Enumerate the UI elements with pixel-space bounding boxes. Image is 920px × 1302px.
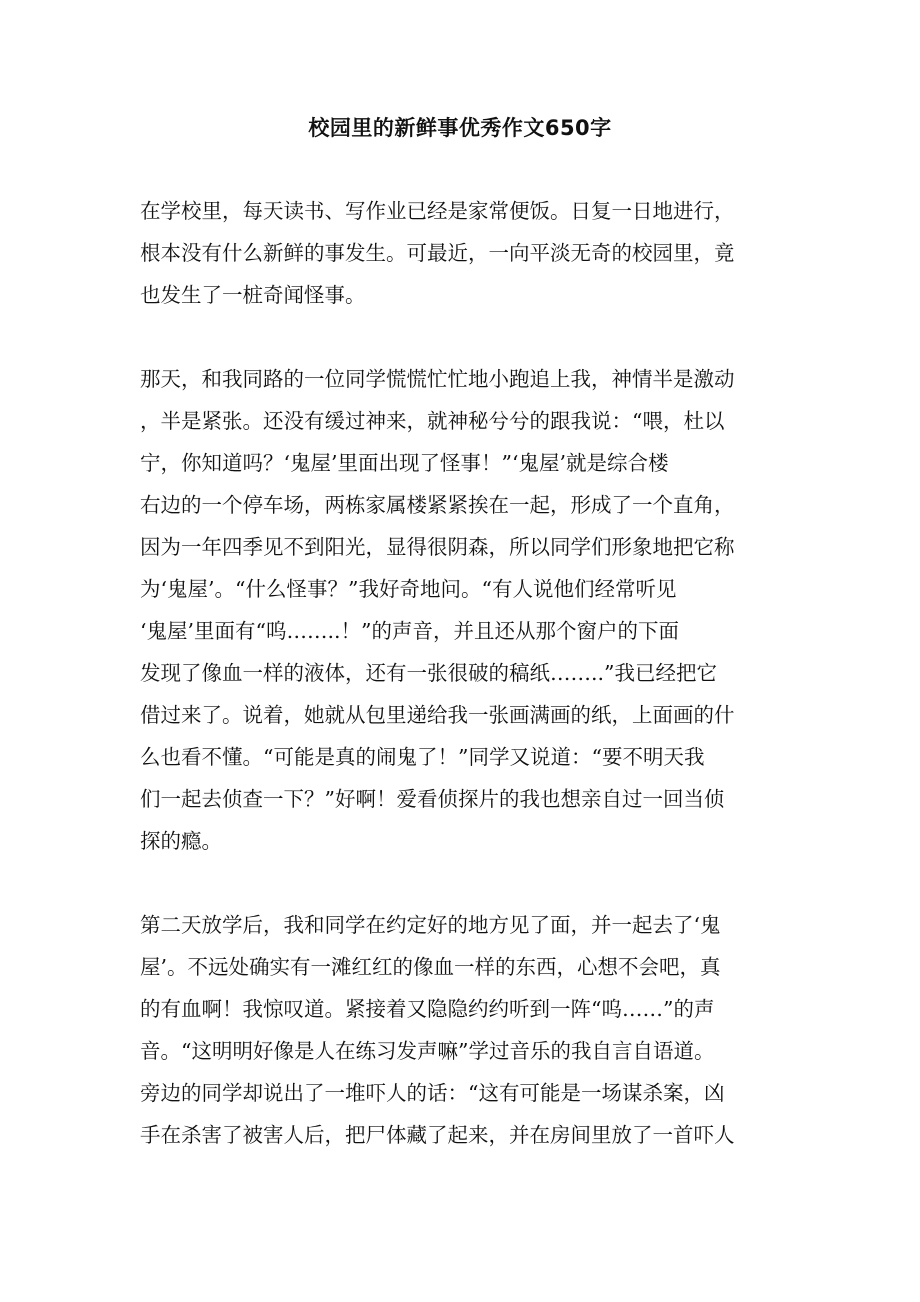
paragraph-gap [140,862,780,904]
document-title: 校园里的新鲜事优秀作文650字 [308,116,612,140]
text-line: 根本没有什么新鲜的事发生。可最近，一向平淡无奇的校园里，竟 [140,241,735,265]
text-line: 也发生了一桩奇闻怪事。 [140,283,366,307]
document-body [140,190,780,1156]
text-line: ，半是紧张。还没有缓过神来，就神秘兮兮的跟我说：“喂，杜以 [140,409,725,433]
paragraph-2 [140,358,780,862]
text-line: 第二天放学后，我和同学在约定好的地方见了面，并一起去了‘鬼 [140,913,721,937]
text-line: 的有血啊！我惊叹道。紧接着又隐隐约约听到一阵“呜……”的声 [140,997,715,1021]
text-line: 音。“这明明好像是人在练习发声嘛”学过音乐的我自言自语道。 [140,1039,715,1063]
text-line: 在学校里，每天读书、写作业已经是家常便饭。日复一日地进行， [140,199,735,223]
text-line: 探的瘾。 [140,829,222,853]
text-line: 屋’。不远处确实有一滩红红的像血一样的东西，心想不会吧，真 [140,955,721,979]
text-line: 为‘鬼屋’。“什么怪事？”我好奇地问。“有人说他们经常听见 [140,577,677,601]
text-line: 宁，你知道吗？‘鬼屋’里面出现了怪事！”‘鬼屋’就是综合楼 [140,451,669,475]
text-line: 发现了像血一样的液体，还有一张很破的稿纸……..”我已经把它 [140,661,718,685]
text-line: 那天，和我同路的一位同学慌慌忙忙地小跑追上我，神情半是激动 [140,367,735,391]
paragraph-1 [140,190,780,316]
paragraph-3 [140,904,780,1156]
text-line: 么也看不懂。“可能是真的闹鬼了！”同学又说道：“要不明天我 [140,745,705,769]
text-line: 手在杀害了被害人后，把尸体藏了起来，并在房间里放了一首吓人 [140,1123,735,1147]
text-line: 们一起去侦查一下？”好啊！爱看侦探片的我也想亲自过一回当侦 [140,787,725,811]
paragraph-gap [140,316,780,358]
text-line: 右边的一个停车场，两栋家属楼紧紧挨在一起，形成了一个直角， [140,493,735,517]
text-line: 旁边的同学却说出了一堆吓人的话：“这有可能是一场谋杀案，凶 [140,1081,725,1105]
text-line: ‘鬼屋’里面有“呜……..！”的声音，并且还从那个窗户的下面 [140,619,680,643]
text-line: 因为一年四季见不到阳光，显得很阴森，所以同学们形象地把它称 [140,535,735,559]
text-line: 借过来了。说着，她就从包里递给我一张画满画的纸，上面画的什 [140,703,735,727]
